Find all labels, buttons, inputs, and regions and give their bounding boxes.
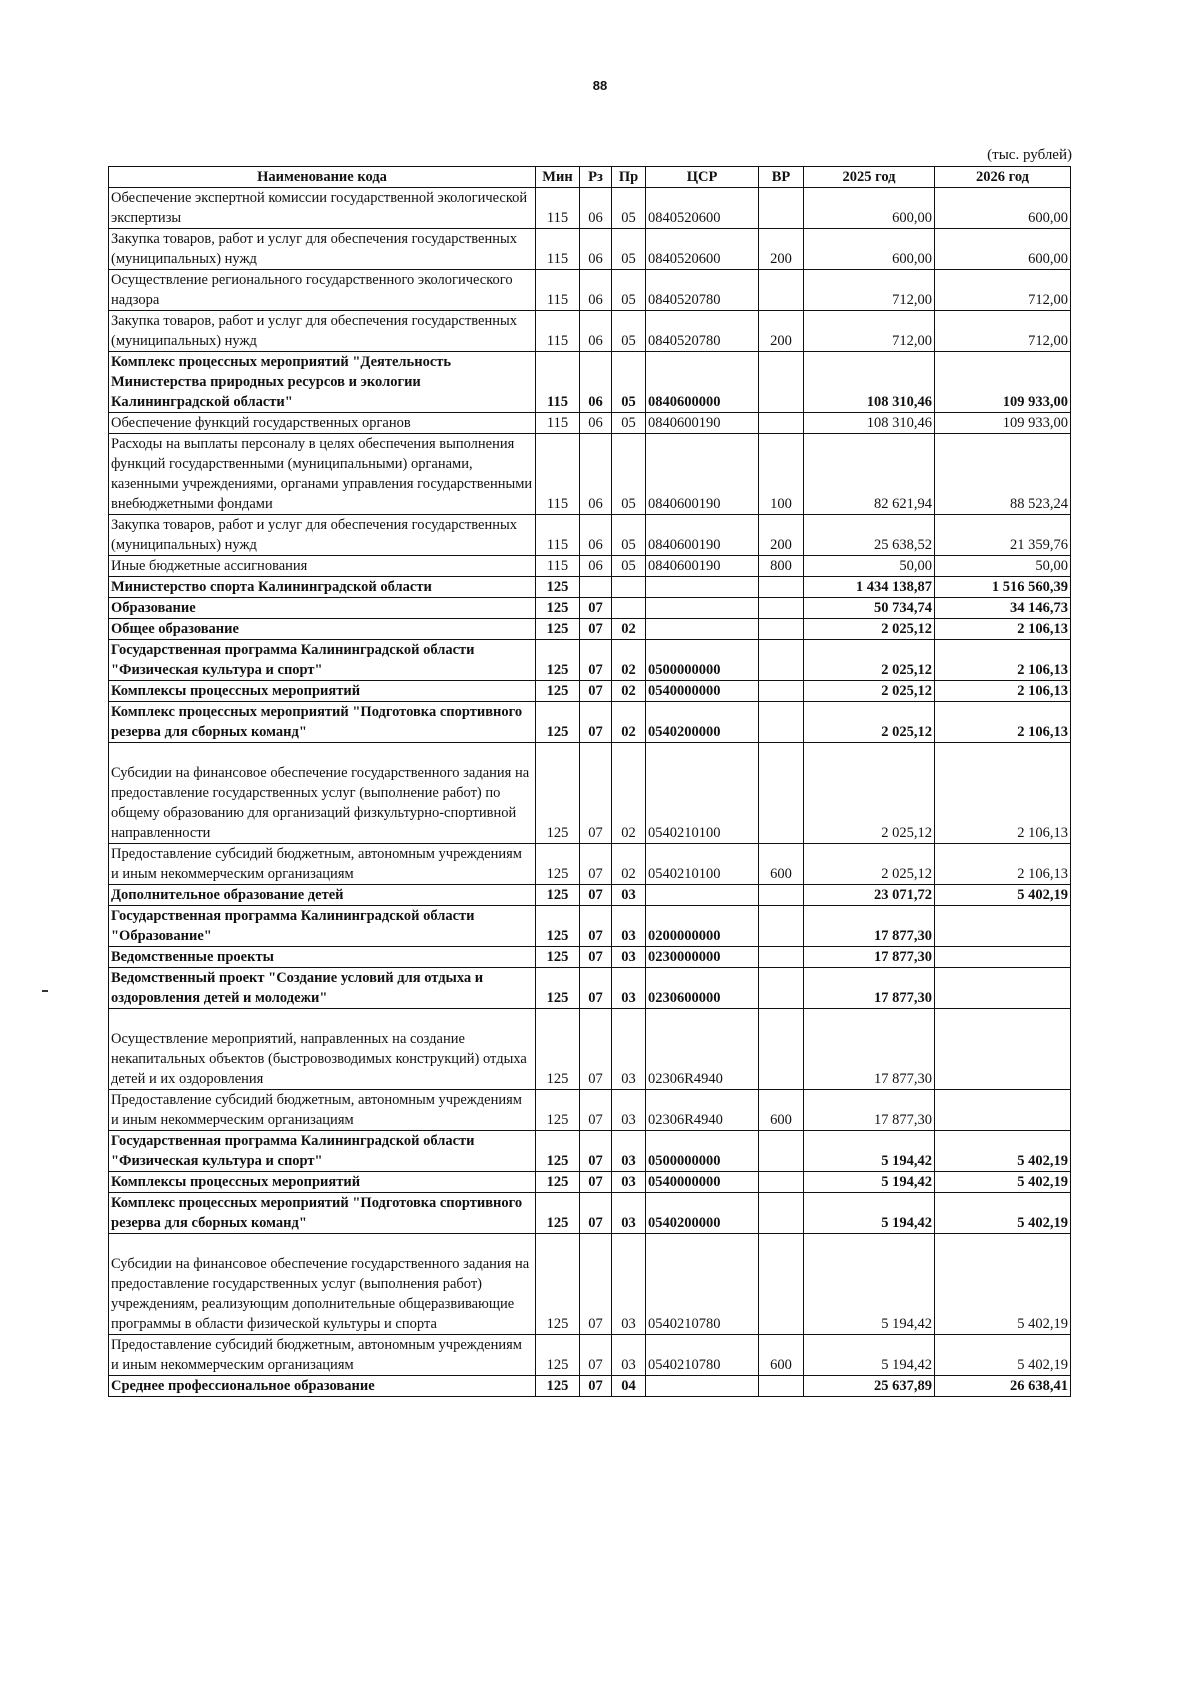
table-row (109, 885, 1071, 906)
row-csr: 0200000000 (646, 906, 759, 947)
row-2025: 25 638,52 (804, 515, 935, 556)
row-2026: 600,00 (935, 229, 1071, 270)
row-rz: 07 (580, 681, 612, 702)
row-name: Осуществление регионального государственного экологического надзора (109, 270, 536, 311)
row-csr: 0840600190 (646, 413, 759, 434)
table-row (109, 702, 1071, 743)
row-pr: 02 (612, 844, 646, 885)
row-pr: 03 (612, 1234, 646, 1335)
row-rz: 06 (580, 229, 612, 270)
row-2026: 50,00 (935, 556, 1071, 577)
row-min: 115 (536, 270, 580, 311)
row-pr: 03 (612, 1193, 646, 1234)
row-2026: 2 106,13 (935, 681, 1071, 702)
row-csr: 0540210780 (646, 1234, 759, 1335)
margin-mark (42, 990, 48, 992)
row-2025: 5 194,42 (804, 1335, 935, 1376)
row-min: 125 (536, 1193, 580, 1234)
row-pr: 03 (612, 1009, 646, 1090)
row-rz: 06 (580, 311, 612, 352)
row-vr (759, 1234, 804, 1335)
row-vr (759, 947, 804, 968)
row-vr: 200 (759, 229, 804, 270)
row-2026: 1 516 560,39 (935, 577, 1071, 598)
row-csr: 02306R4940 (646, 1009, 759, 1090)
row-pr: 05 (612, 270, 646, 311)
row-min: 125 (536, 1090, 580, 1131)
table-row (109, 229, 1071, 270)
row-min: 125 (536, 681, 580, 702)
row-pr: 03 (612, 885, 646, 906)
row-csr: 0540000000 (646, 681, 759, 702)
row-name: Государственная программа Калининградской области "Физическая культура и спорт" (109, 1131, 536, 1172)
row-min: 125 (536, 844, 580, 885)
row-csr (646, 577, 759, 598)
row-vr (759, 681, 804, 702)
row-pr: 05 (612, 515, 646, 556)
row-2026: 712,00 (935, 311, 1071, 352)
header-2026: 2026 год (935, 167, 1071, 188)
row-pr (612, 598, 646, 619)
header-2025: 2025 год (804, 167, 935, 188)
row-pr: 05 (612, 229, 646, 270)
row-csr: 0540200000 (646, 1193, 759, 1234)
row-min: 115 (536, 188, 580, 229)
row-name: Закупка товаров, работ и услуг для обеспечения государственных (муниципальных) нужд (109, 515, 536, 556)
row-rz: 07 (580, 1376, 612, 1397)
row-pr: 03 (612, 1090, 646, 1131)
row-rz: 06 (580, 352, 612, 413)
row-2026: 2 106,13 (935, 640, 1071, 681)
row-pr: 02 (612, 743, 646, 844)
row-csr: 0840520600 (646, 229, 759, 270)
row-pr: 05 (612, 188, 646, 229)
row-rz: 07 (580, 1090, 612, 1131)
row-rz: 07 (580, 968, 612, 1009)
row-csr: 0230000000 (646, 947, 759, 968)
table-row (109, 1172, 1071, 1193)
row-min: 125 (536, 1172, 580, 1193)
row-vr: 200 (759, 311, 804, 352)
row-vr (759, 885, 804, 906)
row-rz: 07 (580, 743, 612, 844)
row-2026: 5 402,19 (935, 1234, 1071, 1335)
table-body (109, 188, 1071, 1397)
row-2025: 50,00 (804, 556, 935, 577)
row-2025: 2 025,12 (804, 743, 935, 844)
row-min: 115 (536, 413, 580, 434)
row-vr (759, 640, 804, 681)
row-min: 125 (536, 619, 580, 640)
row-name: Ведомственные проекты (109, 947, 536, 968)
row-vr (759, 1009, 804, 1090)
row-2026: 2 106,13 (935, 702, 1071, 743)
row-2026: 26 638,41 (935, 1376, 1071, 1397)
header-name: Наименование кода (109, 167, 536, 188)
row-pr: 03 (612, 1131, 646, 1172)
row-2025: 50 734,74 (804, 598, 935, 619)
row-2026: 2 106,13 (935, 619, 1071, 640)
row-csr: 0840520780 (646, 311, 759, 352)
table-row (109, 1234, 1071, 1335)
row-vr (759, 598, 804, 619)
row-2025: 5 194,42 (804, 1193, 935, 1234)
row-csr (646, 1376, 759, 1397)
row-pr: 03 (612, 1172, 646, 1193)
row-2025: 2 025,12 (804, 640, 935, 681)
row-pr: 05 (612, 352, 646, 413)
row-min: 125 (536, 1131, 580, 1172)
row-pr: 05 (612, 311, 646, 352)
row-csr: 0540200000 (646, 702, 759, 743)
row-pr (612, 577, 646, 598)
row-csr: 0540000000 (646, 1172, 759, 1193)
row-rz: 07 (580, 1131, 612, 1172)
row-2025: 108 310,46 (804, 413, 935, 434)
table-row (109, 434, 1071, 515)
row-2025: 2 025,12 (804, 619, 935, 640)
table-row (109, 352, 1071, 413)
row-name: Комплексы процессных мероприятий (109, 681, 536, 702)
row-name: Осуществление мероприятий, направленных на создание некапитальных объектов (быстровозводимых конструкций) отдыха детей и их оздоровления (109, 1009, 536, 1090)
row-min: 125 (536, 906, 580, 947)
row-csr (646, 885, 759, 906)
header-vr: ВР (759, 167, 804, 188)
row-vr (759, 1376, 804, 1397)
table-row (109, 1335, 1071, 1376)
row-2025: 5 194,42 (804, 1172, 935, 1193)
row-pr: 03 (612, 1335, 646, 1376)
row-csr (646, 598, 759, 619)
table-row (109, 1090, 1071, 1131)
row-rz: 06 (580, 556, 612, 577)
row-min: 125 (536, 947, 580, 968)
row-name: Ведомственный проект "Создание условий для отдыха и оздоровления детей и молодежи" (109, 968, 536, 1009)
row-rz: 07 (580, 1193, 612, 1234)
table-row (109, 640, 1071, 681)
row-2025: 712,00 (804, 270, 935, 311)
row-2025: 108 310,46 (804, 352, 935, 413)
table-row (109, 413, 1071, 434)
row-name: Расходы на выплаты персоналу в целях обеспечения выполнения функций государственными (муниципальными) органами, казенными учреждениями, органами управления государственными внебюджетными фондами (109, 434, 536, 515)
row-name: Обеспечение экспертной комиссии государственной экологической экспертизы (109, 188, 536, 229)
row-min: 115 (536, 352, 580, 413)
row-min: 115 (536, 515, 580, 556)
row-2026 (935, 906, 1071, 947)
row-min: 125 (536, 1335, 580, 1376)
row-name: Образование (109, 598, 536, 619)
row-2025: 82 621,94 (804, 434, 935, 515)
row-2025: 17 877,30 (804, 906, 935, 947)
table-row (109, 577, 1071, 598)
row-min: 125 (536, 885, 580, 906)
row-vr: 600 (759, 1090, 804, 1131)
row-min: 125 (536, 640, 580, 681)
row-name: Государственная программа Калининградской области "Физическая культура и спорт" (109, 640, 536, 681)
row-2026: 109 933,00 (935, 413, 1071, 434)
row-rz: 06 (580, 413, 612, 434)
row-name: Обеспечение функций государственных органов (109, 413, 536, 434)
row-pr: 03 (612, 968, 646, 1009)
row-vr (759, 906, 804, 947)
table-row (109, 947, 1071, 968)
row-2026: 34 146,73 (935, 598, 1071, 619)
row-pr: 02 (612, 681, 646, 702)
row-csr: 0840520780 (646, 270, 759, 311)
row-min: 115 (536, 229, 580, 270)
row-name: Общее образование (109, 619, 536, 640)
table-row (109, 968, 1071, 1009)
table-row (109, 844, 1071, 885)
row-min: 125 (536, 577, 580, 598)
row-rz: 06 (580, 515, 612, 556)
row-2025: 600,00 (804, 188, 935, 229)
row-vr (759, 619, 804, 640)
row-vr (759, 743, 804, 844)
page-number: 88 (592, 78, 608, 93)
row-min: 125 (536, 702, 580, 743)
row-2026: 5 402,19 (935, 1172, 1071, 1193)
row-name: Среднее профессиональное образование (109, 1376, 536, 1397)
row-pr: 03 (612, 947, 646, 968)
row-csr: 0230600000 (646, 968, 759, 1009)
row-rz: 07 (580, 1172, 612, 1193)
row-rz: 06 (580, 270, 612, 311)
row-2025: 23 071,72 (804, 885, 935, 906)
row-2025: 712,00 (804, 311, 935, 352)
row-rz: 07 (580, 1009, 612, 1090)
row-min: 125 (536, 598, 580, 619)
row-rz: 07 (580, 947, 612, 968)
table-row (109, 188, 1071, 229)
row-vr: 800 (759, 556, 804, 577)
row-name: Комплекс процессных мероприятий "Подготовка спортивного резерва для сборных команд" (109, 1193, 536, 1234)
row-2026: 600,00 (935, 188, 1071, 229)
row-2025: 17 877,30 (804, 947, 935, 968)
row-pr: 05 (612, 434, 646, 515)
row-2025: 17 877,30 (804, 1090, 935, 1131)
row-csr: 0500000000 (646, 1131, 759, 1172)
row-vr: 100 (759, 434, 804, 515)
row-pr: 03 (612, 906, 646, 947)
row-2026 (935, 947, 1071, 968)
row-csr: 0840600190 (646, 515, 759, 556)
row-rz: 07 (580, 885, 612, 906)
row-vr (759, 270, 804, 311)
table-row (109, 1009, 1071, 1090)
row-rz: 07 (580, 1335, 612, 1376)
row-csr: 0840600000 (646, 352, 759, 413)
row-min: 125 (536, 968, 580, 1009)
row-rz (580, 577, 612, 598)
row-csr: 0840600190 (646, 556, 759, 577)
row-2026: 5 402,19 (935, 885, 1071, 906)
row-csr: 0540210100 (646, 743, 759, 844)
row-rz: 07 (580, 640, 612, 681)
row-2026: 5 402,19 (935, 1193, 1071, 1234)
row-2026: 712,00 (935, 270, 1071, 311)
row-2025: 5 194,42 (804, 1234, 935, 1335)
row-2026: 109 933,00 (935, 352, 1071, 413)
table-row (109, 1193, 1071, 1234)
row-name: Закупка товаров, работ и услуг для обеспечения государственных (муниципальных) нужд (109, 311, 536, 352)
row-name: Министерство спорта Калининградской области (109, 577, 536, 598)
row-min: 115 (536, 556, 580, 577)
table-row (109, 1376, 1071, 1397)
row-name: Субсидии на финансовое обеспечение государственного задания на предоставление государственных услуг (выполнения работ) учреждениям, реализующим дополнительные общеразвивающие программы в области физической культуры и спорта (109, 1234, 536, 1335)
row-2026: 2 106,13 (935, 743, 1071, 844)
header-row (109, 167, 1071, 188)
row-name: Предоставление субсидий бюджетным, автономным учреждениям и иным некоммерческим организациям (109, 1090, 536, 1131)
row-pr: 02 (612, 702, 646, 743)
row-csr: 0540210100 (646, 844, 759, 885)
row-2026 (935, 968, 1071, 1009)
row-pr: 02 (612, 640, 646, 681)
row-min: 125 (536, 1234, 580, 1335)
table-row (109, 619, 1071, 640)
row-rz: 07 (580, 702, 612, 743)
header-rz: Рз (580, 167, 612, 188)
row-min: 115 (536, 434, 580, 515)
row-csr: 02306R4940 (646, 1090, 759, 1131)
row-pr: 05 (612, 413, 646, 434)
row-min: 125 (536, 1376, 580, 1397)
row-2026 (935, 1090, 1071, 1131)
row-name: Комплекс процессных мероприятий "Деятельность Министерства природных ресурсов и экологии Калининградской области" (109, 352, 536, 413)
row-vr (759, 702, 804, 743)
row-rz: 06 (580, 188, 612, 229)
table-row (109, 556, 1071, 577)
row-2026: 21 359,76 (935, 515, 1071, 556)
row-vr (759, 968, 804, 1009)
row-vr (759, 1172, 804, 1193)
row-vr: 600 (759, 1335, 804, 1376)
table-row (109, 515, 1071, 556)
row-2026: 88 523,24 (935, 434, 1071, 515)
row-csr: 0840600190 (646, 434, 759, 515)
row-rz: 07 (580, 906, 612, 947)
row-pr: 04 (612, 1376, 646, 1397)
budget-table (108, 166, 1071, 1397)
row-2025: 2 025,12 (804, 702, 935, 743)
header-pr: Пр (612, 167, 646, 188)
table-row (109, 906, 1071, 947)
row-rz: 07 (580, 844, 612, 885)
row-2025: 17 877,30 (804, 1009, 935, 1090)
table-row (109, 681, 1071, 702)
row-rz: 07 (580, 1234, 612, 1335)
row-min: 125 (536, 1009, 580, 1090)
row-pr: 05 (612, 556, 646, 577)
table-row (109, 598, 1071, 619)
row-2026: 5 402,19 (935, 1335, 1071, 1376)
row-vr: 600 (759, 844, 804, 885)
row-2026 (935, 1009, 1071, 1090)
row-2026: 2 106,13 (935, 844, 1071, 885)
row-2025: 600,00 (804, 229, 935, 270)
units-label: (тыс. рублей) (987, 147, 1072, 163)
row-name: Закупка товаров, работ и услуг для обеспечения государственных (муниципальных) нужд (109, 229, 536, 270)
row-rz: 06 (580, 434, 612, 515)
row-name: Дополнительное образование детей (109, 885, 536, 906)
row-2025: 5 194,42 (804, 1131, 935, 1172)
row-vr (759, 1131, 804, 1172)
row-csr (646, 619, 759, 640)
row-vr (759, 188, 804, 229)
row-name: Комплексы процессных мероприятий (109, 1172, 536, 1193)
header-csr: ЦСР (646, 167, 759, 188)
row-vr (759, 413, 804, 434)
row-vr (759, 352, 804, 413)
row-csr: 0540210780 (646, 1335, 759, 1376)
row-min: 115 (536, 311, 580, 352)
row-2025: 25 637,89 (804, 1376, 935, 1397)
row-min: 125 (536, 743, 580, 844)
row-2026: 5 402,19 (935, 1131, 1071, 1172)
row-name: Иные бюджетные ассигнования (109, 556, 536, 577)
row-2025: 1 434 138,87 (804, 577, 935, 598)
row-name: Государственная программа Калининградской области "Образование" (109, 906, 536, 947)
row-name: Предоставление субсидий бюджетным, автономным учреждениям и иным некоммерческим организациям (109, 844, 536, 885)
table-row (109, 1131, 1071, 1172)
row-rz: 07 (580, 619, 612, 640)
row-csr: 0500000000 (646, 640, 759, 681)
table-row (109, 743, 1071, 844)
table-row (109, 270, 1071, 311)
row-vr (759, 1193, 804, 1234)
row-2025: 2 025,12 (804, 844, 935, 885)
row-name: Субсидии на финансовое обеспечение государственного задания на предоставление государственных услуг (выполнение работ) по общему образованию для организаций физкультурно-спортивной направленности (109, 743, 536, 844)
row-rz: 07 (580, 598, 612, 619)
row-vr: 200 (759, 515, 804, 556)
row-csr: 0840520600 (646, 188, 759, 229)
row-2025: 17 877,30 (804, 968, 935, 1009)
row-pr: 02 (612, 619, 646, 640)
header-min: Мин (536, 167, 580, 188)
row-name: Комплекс процессных мероприятий "Подготовка спортивного резерва для сборных команд" (109, 702, 536, 743)
row-name: Предоставление субсидий бюджетным, автономным учреждениям и иным некоммерческим организациям (109, 1335, 536, 1376)
row-2025: 2 025,12 (804, 681, 935, 702)
table-row (109, 311, 1071, 352)
row-vr (759, 577, 804, 598)
